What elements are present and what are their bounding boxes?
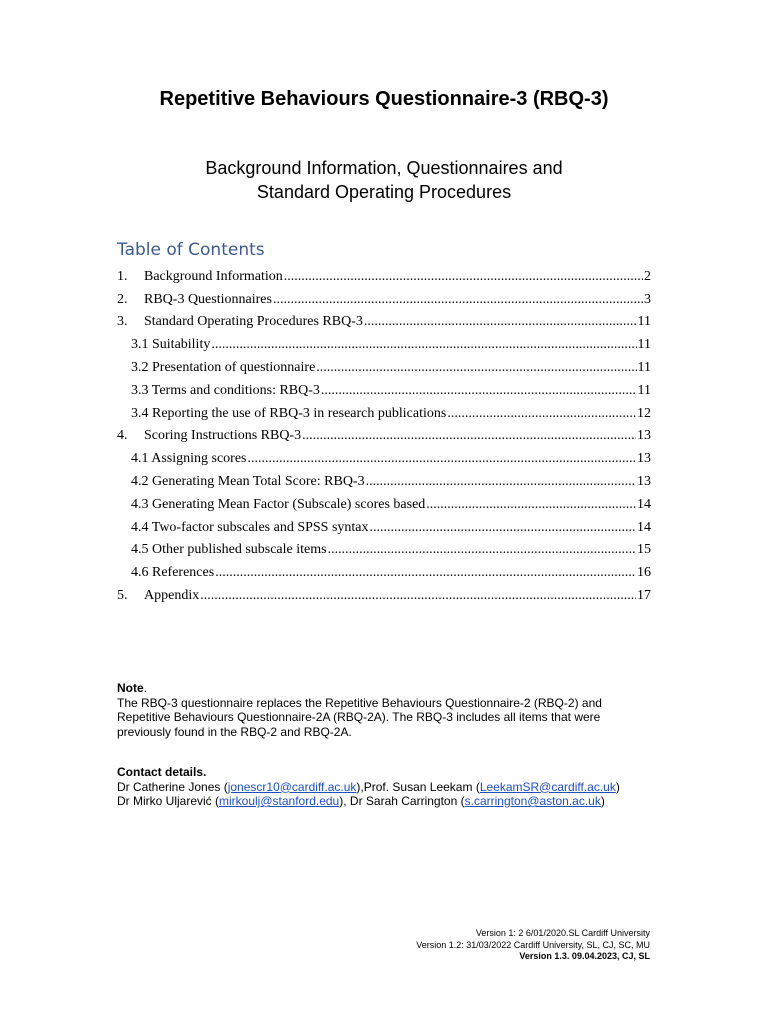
subtitle-line-2: Standard Operating Procedures [256,182,512,202]
contact-text: ) [615,779,620,794]
toc-entry-label: 4.1 Assigning scores [131,451,247,467]
toc-entry-label: Scoring Instructions RBQ-3 [144,428,302,444]
toc-entry-label: 3.2 Presentation of questionnaire [131,359,316,375]
toc-entry-standard-operating-procedures[interactable] [117,308,651,331]
note-heading-line [117,681,637,696]
contact-text: Dr Catherine Jones ( [117,779,228,794]
toc-entry-page: 13 [637,428,651,444]
toc-entry-page: 15 [637,542,651,558]
toc-dot-leader [316,360,636,376]
toc-dot-leader [215,565,636,581]
toc-entry-mean-factor-scores[interactable] [117,490,651,513]
toc-entry-number: 2. [117,291,128,307]
version-line-2: Version 1.2: 31/03/2022 Cardiff University, SL, CJ, SC, MU [416,939,650,950]
contact-line-1 [117,780,657,795]
toc-entry-number: 3. [117,314,128,330]
toc-entry-page: 2 [644,268,651,284]
toc-entry-mean-total-score[interactable] [117,467,651,490]
toc-dot-leader [200,588,636,604]
toc-entry-page: 3 [644,291,651,307]
toc-entry-terms-and-conditions[interactable] [117,376,651,399]
toc-entry-references[interactable] [117,558,651,581]
toc-entry-background-information[interactable] [117,262,651,285]
toc-entry-number: 5. [117,587,128,603]
contact-text: ),Prof. Susan Leekam ( [356,779,480,794]
toc-entry-label: 4.4 Two-factor subscales and SPSS syntax [131,519,369,535]
toc-entry-page: 13 [637,451,651,467]
toc-dot-leader [447,406,636,422]
toc-entry-label: 4.6 References [131,565,215,581]
toc-entry-assigning-scores[interactable] [117,444,651,467]
email-link-uljarevic[interactable]: mirkoulj@stanford.edu [219,794,340,808]
subtitle-line-1: Background Information, Questionnaires and [205,158,563,178]
contact-section [117,765,657,809]
email-link-leekam[interactable]: LeekamSR@cardiff.ac.uk [479,779,616,794]
toc-dot-leader [284,269,643,285]
email-link-jones[interactable]: jonescr10@cardiff.ac.uk [227,779,357,794]
toc-entry-suitability[interactable] [117,330,651,353]
toc-entry-page: 11 [637,337,651,353]
note-heading-suffix: . [143,681,148,695]
toc-entry-reporting-use[interactable] [117,399,651,422]
toc-entry-other-subscale-items[interactable] [117,536,651,559]
note-heading: Note [117,681,144,695]
version-line-1: Version 1: 2 6/01/2020.SL Cardiff University [475,928,650,938]
toc-entry-label: Standard Operating Procedures RBQ-3 [144,314,363,330]
toc-entry-presentation-of-questionnaire[interactable] [117,353,651,376]
toc-entry-label: Background Information [144,268,283,284]
toc-entry-page: 14 [637,496,651,512]
toc-entry-label: 3.4 Reporting the use of RBQ-3 in research publications [131,405,447,421]
toc-entry-label: Appendix [144,587,200,603]
toc-entry-label: 4.2 Generating Mean Total Score: RBQ-3 [131,473,365,489]
contact-line-2 [117,794,657,809]
toc-entry-label: 4.3 Generating Mean Factor (Subscale) scores based [131,496,426,512]
toc-entry-page: 12 [637,405,651,421]
toc-entry-two-factor-subscales[interactable] [117,513,651,536]
document-subtitle [0,156,768,204]
toc-dot-leader [426,497,636,513]
toc-entry-label: RBQ-3 Questionnaires [144,291,272,307]
toc-dot-leader [248,451,637,467]
toc-entry-label: 3.1 Suitability [131,337,211,353]
contact-text: Dr Mirko Uljarević ( [117,794,219,808]
version-line-3: Version 1.3. 09.04.2023, CJ, SL [519,951,650,961]
toc-dot-leader [328,542,636,558]
toc-entry-page: 11 [637,314,651,330]
document-title: Repetitive Behaviours Questionnaire-3 (RBQ-3) [159,88,609,110]
toc-dot-leader [211,337,636,353]
note-section [117,681,637,739]
toc-entry-page: 11 [637,382,651,398]
toc-dot-leader [364,314,637,330]
toc-entry-page: 17 [637,587,651,603]
toc-entry-page: 16 [637,565,651,581]
toc-entry-page: 11 [637,359,651,375]
contact-text: ) [600,794,605,808]
toc-entry-label: 3.3 Terms and conditions: RBQ-3 [131,382,320,398]
email-link-carrington[interactable]: s.carrington@aston.ac.uk [464,794,601,808]
toc-entry-rbq3-questionnaires[interactable] [117,285,651,308]
toc-dot-leader [273,292,643,308]
toc-dot-leader [321,383,637,399]
toc-entry-page: 13 [637,473,651,489]
toc-entry-number: 1. [117,268,128,284]
toc-dot-leader [302,428,636,444]
version-footer [416,928,650,963]
toc-dot-leader [370,520,636,536]
toc-entry-label: 4.5 Other published subscale items [131,542,327,558]
contact-text: ), Dr Sarah Carrington ( [339,794,465,808]
toc-entry-appendix[interactable] [117,581,651,604]
contact-heading: Contact details. [117,765,207,779]
toc-entry-scoring-instructions[interactable] [117,422,651,445]
toc-heading: Table of Contents [117,240,265,260]
note-body: The RBQ-3 questionnaire replaces the Repetitive Behaviours Questionnaire-2 (RBQ-2) and Repetitive Behaviours Questionnaire-2A (RBQ-2A). The RBQ-3 includes all items that were previously found in the RBQ-2 and RBQ-2A. [117,695,602,739]
toc-dot-leader [366,474,636,490]
toc-entry-number: 4. [117,428,128,444]
toc-entry-page: 14 [637,519,651,535]
table-of-contents [117,262,651,604]
